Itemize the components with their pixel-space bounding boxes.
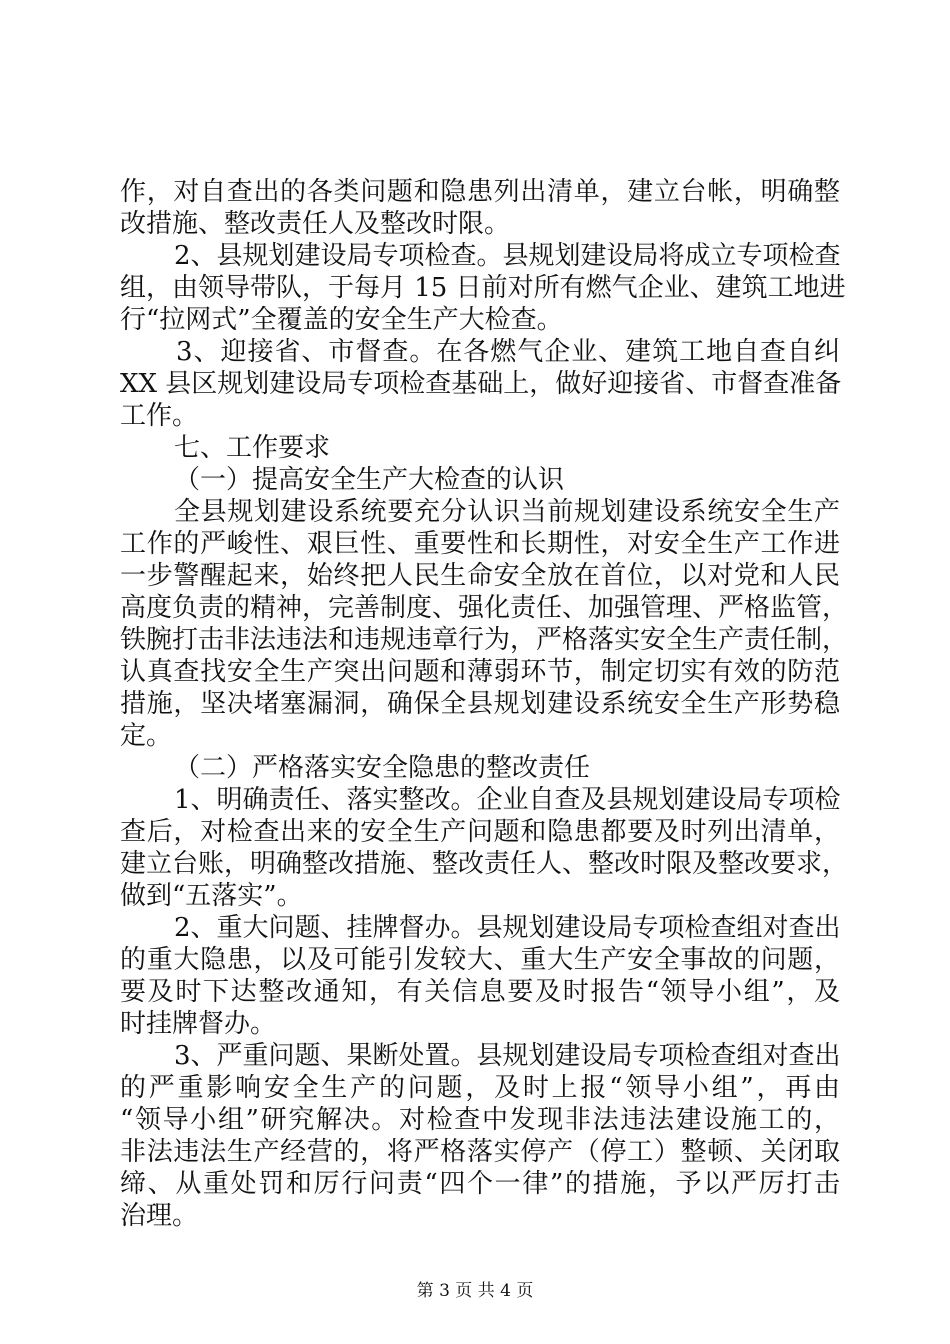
text-line: 缔、从重处罚和厉行问责“四个一律”的措施，予以严厉打击 [120, 1169, 840, 1199]
text-line: 定。 [120, 721, 173, 751]
text-line: 3、严重问题、果断处置。县规划建设局专项检查组对查出 [174, 1041, 841, 1071]
text-line: 工作。 [120, 401, 199, 431]
text-line: 2、重大问题、挂牌督办。县规划建设局专项检查组对查出 [174, 913, 841, 943]
text-line: 认真查找安全生产突出问题和薄弱环节，制定切实有效的防范 [120, 657, 840, 687]
text-line: 措施，坚决堵塞漏洞，确保全县规划建设系统安全生产形势稳 [120, 689, 840, 719]
text-line: 的重大隐患，以及可能引发较大、重大生产安全事故的问题， [120, 945, 840, 975]
text-line: 铁腕打击非法违法和违规违章行为，严格落实安全生产责任制， [120, 625, 849, 655]
text-line: 工作的严峻性、艰巨性、重要性和长期性，对安全生产工作进 [120, 529, 840, 559]
text-line: 行“拉网式”全覆盖的安全生产大检查。 [120, 305, 563, 335]
subsection-heading: （一）提高安全生产大检查的认识 [174, 465, 565, 495]
text-line: 时挂牌督办。 [120, 1009, 277, 1039]
text-line: 高度负责的精神，完善制度、强化责任、加强管理、严格监管， [120, 593, 849, 623]
text-line: 全县规划建设系统要充分认识当前规划建设系统安全生产 [174, 497, 840, 527]
text-line: 的严重影响安全生产的问题，及时上报“领导小组”，再由 [120, 1073, 840, 1103]
text-line: 3、迎接省、市督查。在各燃气企业、建筑工地自查自纠 [176, 337, 840, 367]
text-line: 建立台账，明确整改措施、整改责任人、整改时限及整改要求， [120, 849, 849, 879]
text-line: 1、明确责任、落实整改。企业自查及县规划建设局专项检 [174, 785, 841, 815]
text-line: 作，对自查出的各类问题和隐患列出清单，建立台帐，明确整 [120, 177, 840, 207]
text-line: XX 县区规划建设局专项检查基础上，做好迎接省、市督查准备 [120, 369, 842, 399]
subsection-heading: （二）严格落实安全隐患的整改责任 [174, 753, 591, 783]
section-heading: 七、工作要求 [174, 433, 331, 463]
text-line: 非法违法生产经营的，将严格落实停产（停工）整顿、关闭取 [120, 1137, 840, 1167]
text-line: 治理。 [120, 1201, 199, 1231]
text-line: 查后，对检查出来的安全生产问题和隐患都要及时列出清单， [120, 817, 840, 847]
text-line: 要及时下达整改通知，有关信息要及时报告“领导小组”，及 [120, 977, 840, 1007]
text-line: 一步警醒起来，始终把人民生命安全放在首位，以对党和人民 [120, 561, 840, 591]
text-line: 2、县规划建设局专项检查。县规划建设局将成立专项检查 [174, 241, 841, 271]
page-number-footer: 第 3 页 共 4 页 [416, 1281, 534, 1301]
text-line: “领导小组”研究解决。对检查中发现非法违法建设施工的， [120, 1105, 840, 1135]
text-line: 改措施、整改责任人及整改时限。 [120, 209, 511, 239]
text-line: 组，由领导带队，于每月 15 日前对所有燃气企业、建筑工地进 [120, 273, 846, 303]
text-line: 做到“五落实”。 [120, 881, 303, 911]
